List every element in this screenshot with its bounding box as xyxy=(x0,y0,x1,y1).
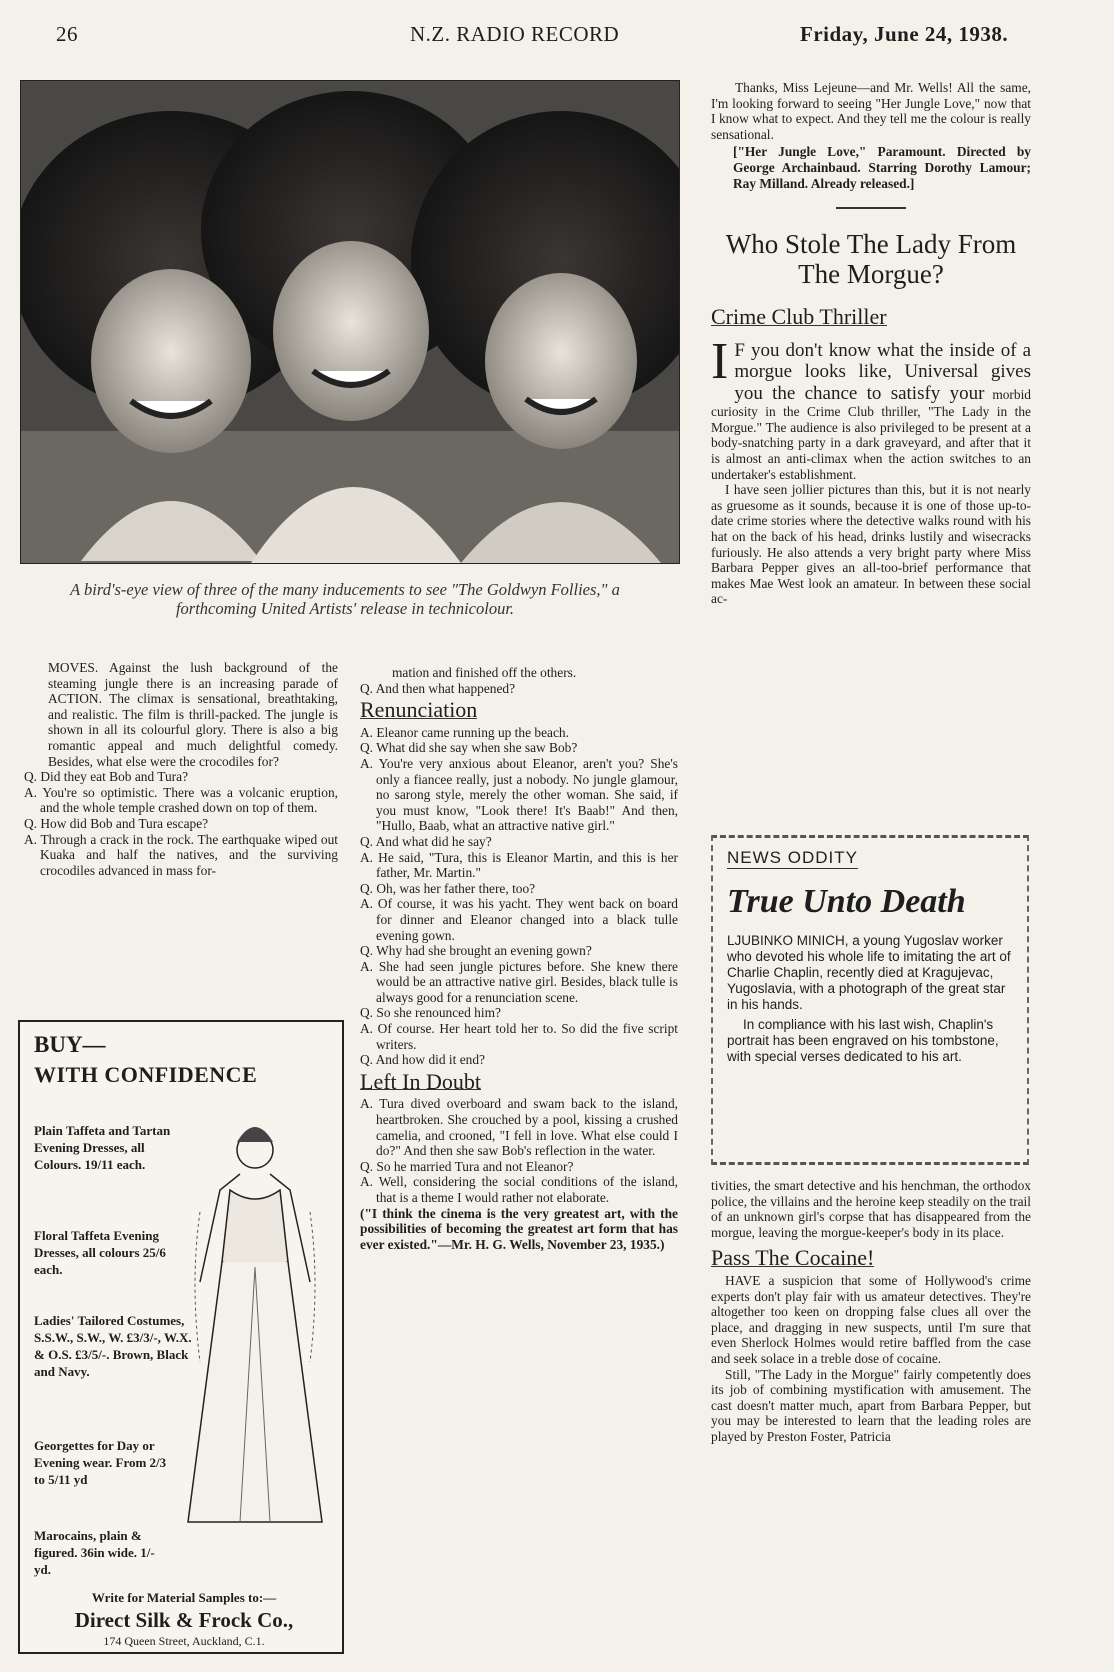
para-jollier: I have seen jollier pictures than this, but it is not nearly as gruesome as it sounds, because it is one of those up-to-date crime stories where the detective walks round with his hat on the back of his head, drinks lustily and wisecracks furiously. He also attends a very bright party where Miss Barbara Pepper gives an all-too-brief performance that makes Mae West look an amateur. In between these social ac- xyxy=(711,482,1031,607)
qa-line: A. Of course, it was his yacht. They went back on board for dinner and Eleanor changed into a black tulle evening gown. xyxy=(360,896,678,943)
left-column xyxy=(24,660,338,878)
thanks-paragraph: Thanks, Miss Lejeune—and Mr. Wells! All the same, I'm looking forward to seeing "Her Jungle Love," now that I know what to expect. And they tell me the colour is really sensational. xyxy=(711,80,1031,142)
qa-line: A. You're very anxious about Eleanor, aren't you? She's only a fiancee really, just a nobody. No jungle glamour, no sarong style, merely the other woman. She said, if you must know, "Look there! It's Baab!" And then, "Hullo, Baab, what an attractive native girl." xyxy=(360,755,678,834)
ad-item-costumes: Ladies' Tailored Costumes, S.S.W., S.W., W. £3/3/-, W.X. & O.S. £3/5/-. Brown, Black and Navy. xyxy=(34,1313,192,1379)
ad-item-marocains: Marocains, plain & figured. 36in wide. 1/- yd. xyxy=(34,1528,155,1577)
ad-heading-confidence: WITH CONFIDENCE xyxy=(34,1062,258,1087)
subheading-left-in-doubt: Left In Doubt xyxy=(360,1068,481,1094)
news-oddity-box xyxy=(711,835,1029,1165)
subheading-pass-cocaine: Pass The Cocaine! xyxy=(711,1245,875,1271)
oddity-second-paragraph: In compliance with his last wish, Chaplin's portrait has been engraved on his tombstone, with special verses dedicated to his art. xyxy=(727,1017,999,1064)
qa-line: A. You're so optimistic. There was a volcanic eruption, and the whole temple crashed down on top of them. xyxy=(24,784,338,816)
photo-caption: A bird's-eye view of three of the many inducements to see "The Goldwyn Follies," a forthcoming United Artists' release in technicolour. xyxy=(70,580,620,618)
qa-line: Q. Why had she brought an evening gown? xyxy=(360,943,592,959)
news-oddity-label: NEWS ODDITY xyxy=(727,848,858,867)
ad-write-for-samples: Write for Material Samples to:— xyxy=(91,1590,277,1605)
direct-silk-advertisement xyxy=(18,1020,344,1654)
article-headline: Who Stole The Lady From The Morgue? xyxy=(725,229,1017,290)
oddity-title: True Unto Death xyxy=(727,883,966,920)
qa-line: A. Well, considering the social conditions of the island, that is a theme I would rather not elaborate. xyxy=(360,1174,678,1205)
qa-line: Q. What did she say when she saw Bob? xyxy=(360,740,578,756)
subheading-crime-club: Crime Club Thriller xyxy=(711,304,887,330)
oddity-first-paragraph: LJUBINKO MINICH, a young Yugoslav worker who devoted his whole life to imitating the art of Charlie Chaplin, recently died at Kragujevac, Yugoslavia, with a photograph of the great star in his hands. xyxy=(727,933,1011,1012)
qa-line: Q. And what did he say? xyxy=(360,833,492,849)
wells-quote: ("I think the cinema is the very greatest art, with the possibilities of becoming the greatest art form that has ever existed."—Mr. H. G. Wells, November 23, 1935.) xyxy=(360,1205,678,1252)
photo-illustration xyxy=(21,81,679,563)
lead-rest-text: morbid curiosity in the Crime Club thriller, "The Lady in the Morgue." The audience is also privileged to be present at a body-snatching party in a dark graveyard, and after that it is almost an anti-climax when the action switches to an undertaker's establishment. xyxy=(711,386,1031,482)
lead-paragraph xyxy=(711,332,1031,482)
evening-gown-illustration xyxy=(180,1112,330,1532)
qa-line: Q. And how did it end? xyxy=(360,1052,485,1068)
publication-title: N.Z. RADIO RECORD xyxy=(410,22,620,46)
qa-line: Q. Oh, was her father there, too? xyxy=(360,880,536,896)
right-column-top xyxy=(711,80,1031,607)
film-credits: ["Her Jungle Love," Paramount. Directed by George Archainbaud. Starring Dorothy Lamour; Ray Milland. Already released.] xyxy=(733,144,1031,191)
divider xyxy=(836,207,906,209)
qa-line: Q. So he married Tura and not Eleanor? xyxy=(360,1158,574,1174)
ad-company-name: Direct Silk & Frock Co., xyxy=(74,1608,294,1632)
ad-address: 174 Queen Street, Auckland, C.1. xyxy=(103,1634,265,1648)
ad-item-taffeta: Plain Taffeta and Tartan Evening Dresses, all Colours. 19/11 each. xyxy=(34,1123,171,1172)
page-number: 26 xyxy=(56,22,78,46)
ad-item-georgettes: Georgettes for Day or Evening wear. From 2/3 to 5/11 yd xyxy=(34,1438,167,1487)
qa-line: A. Eleanor came running up the beach. xyxy=(360,724,569,740)
qa-line: A. Tura dived overboard and swam back to the island, heartbroken. She crouched by a pool, kissing a crushed camelia, and crooned, "I fell in love. What else could I do?" And then she saw Bob's reflection in the water. xyxy=(360,1096,678,1159)
subheading-renunciation: Renunciation xyxy=(360,697,478,723)
qa-line: A. She had seen jungle pictures before. She knew there would be an attractive native girl. Besides, black tulle is always good for a renunciation scene. xyxy=(360,958,678,1005)
para-suspicion: HAVE a suspicion that some of Hollywood's crime experts don't play fair with us amateur detectives. They're altogether too keen on dropping false clues all over the place, and dragging in new suspects, until I'm sure that even Sherlock Holmes would retire baffled from the case and seek solace in a treble dose of cocaine. xyxy=(711,1272,1031,1366)
qa-line: A. He said, "Tura, this is Eleanor Martin, and this is her father, Mr. Martin." xyxy=(360,849,678,881)
issue-date: Friday, June 24, 1938. xyxy=(800,22,1009,46)
qa-line: Q. How did Bob and Tura escape? xyxy=(24,815,209,831)
qa-line: Q. So she renounced him? xyxy=(360,1005,501,1021)
para-tivities: tivities, the smart detective and his henchman, the orthodox police, the villains and the heroine keep steadily on the trail of an unknown girl's corpse that has disappeared from the morgue, leaving the morgue-keeper's body in its place. xyxy=(711,1178,1031,1240)
photo-three-women xyxy=(20,80,680,564)
qa-line: Q. Did they eat Bob and Tura? xyxy=(24,769,189,785)
right-column-bottom xyxy=(711,1178,1031,1445)
lead-big-text: F you don't know what the inside of a morgue looks like, Universal gives you the chance to satisfy your xyxy=(734,339,1031,404)
ad-item-floral: Floral Taffeta Evening Dresses, all colours 25/6 each. xyxy=(34,1228,166,1277)
ad-heading-buy: BUY— xyxy=(34,1032,106,1057)
qa-line: Q. And then what happened? xyxy=(360,680,516,696)
mid-intro: mation and finished off the others. xyxy=(392,665,577,680)
left-intro: MOVES. Against the lush background of the steaming jungle there is an increasing parade of ACTION. The climax is sensational, breathtaking, and realistic. The film is thrill-packed. The jungle is shown in all its colourful glory. There is also a big romantic appeal and much delightful comedy. Besides, what else were the crocodiles for? xyxy=(48,660,338,769)
para-still: Still, "The Lady in the Morgue" fairly competently does its job of combining mystification with amusement. The cast doesn't matter much, apart from Barbara Pepper, but you may be interested to learn that the leading roles are played by Preston Foster, Patricia xyxy=(711,1366,1031,1444)
drop-cap: I xyxy=(711,332,729,390)
qa-line: A. Through a crack in the rock. The earthquake wiped out Kuaka and half the natives, and the surviving crocodiles advanced in mass for- xyxy=(24,831,338,878)
qa-line: A. Of course. Her heart told her to. So did the five script writers. xyxy=(360,1021,678,1052)
middle-column xyxy=(360,665,678,1252)
